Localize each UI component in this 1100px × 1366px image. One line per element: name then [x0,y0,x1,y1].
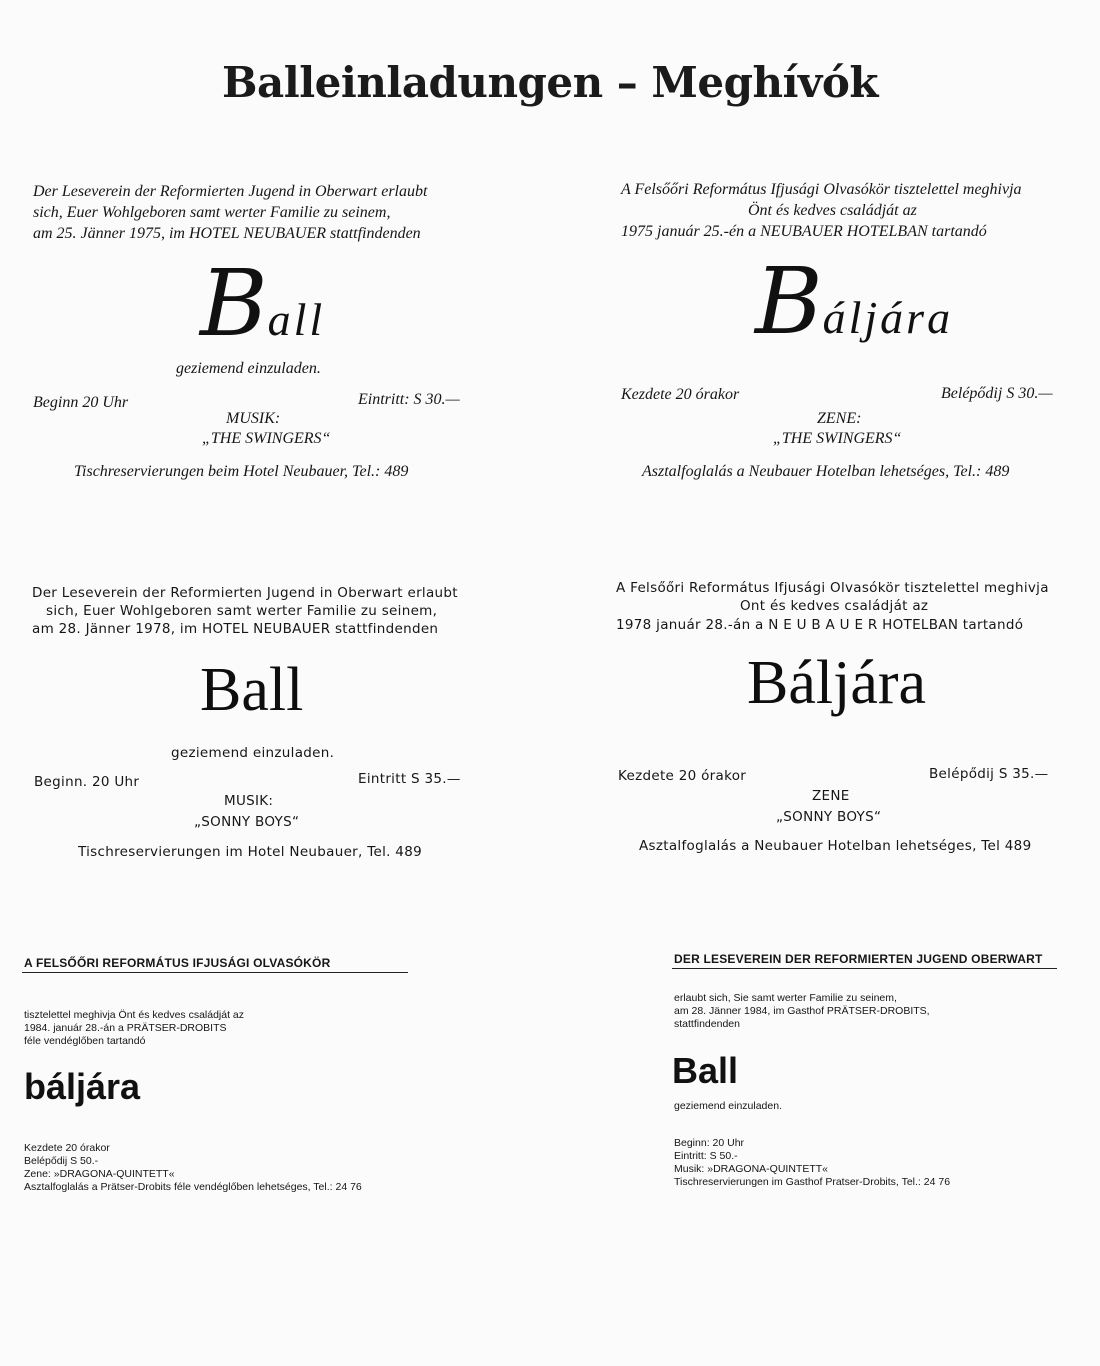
intro-line-2: Önt és kedves családját az [748,202,917,219]
intro-line-1: erlaubt sich, Sie samt werter Familie zu seinem, [674,992,897,1004]
intro-line-1: tisztelettel meghivja Önt és kedves családját az [24,1009,245,1021]
start-time: Kezdete 20 órakor [618,768,747,784]
intro-line-1: A Felsőőri Református Ifjusági Olvasókör tisztelettel meghivja [621,181,1022,198]
entry-fee: Eintritt S 35.— [358,771,461,787]
reservation-note: Asztalfoglalás a Neubauer Hotelban lehetséges, Tel 489 [639,838,1032,854]
ball-title: Ball [672,1050,739,1091]
intro-line-3: am 28. Jänner 1978, im HOTEL NEUBAUER stattfindenden [32,621,439,637]
baljara-title: báljára [24,1066,141,1107]
heading-underline [672,968,1057,969]
detail-reservation: Asztalfoglalás a Prätser-Drobits féle vendéglőben lehetséges, Tel.: 24 76 [24,1181,362,1193]
script-initial: B [200,250,268,357]
invitation-1978-hungarian [615,580,1085,870]
entry-fee: Belépődij S 30.— [941,385,1053,402]
reservation-note: Asztalfoglalás a Neubauer Hotelban lehetséges, Tel.: 489 [642,463,1010,480]
intro-line-3: 1975 január 25.-én a NEUBAUER HOTELBAN tartandó [621,223,987,240]
detail-entry: Eintritt: S 50.- [674,1150,738,1162]
intro-line-3: 1978 január 28.-án a N E U B A U E R HOTELBAN tartandó [616,617,1024,633]
detail-music: Zene: »DRAGONA-QUINTETT« [24,1168,175,1180]
ball-script-title [200,250,326,357]
intro-line-1: Der Leseverein der Reformierten Jugend in Oberwart erlaubt [32,585,458,601]
invite-phrase: geziemend einzuladen. [176,360,321,377]
club-heading: DER LESEVEREIN DER REFORMIERTEN JUGEND OBERWART [674,952,1043,966]
page-title: Balleinladungen – Meghívók [222,58,878,107]
intro-line-2: 1984. január 28.-án a PRÄTSER-DROBITS [24,1022,227,1034]
script-word-rest: áljára [822,292,954,343]
intro-line-2: am 28. Jänner 1984, im Gasthof PRÄTSER-DROBITS, [674,1005,930,1017]
music-label: ZENE [812,788,850,804]
band-name: „SONNY BOYS“ [776,809,882,825]
invitation-1978-german [30,585,500,875]
reservation-note: Tischreservierungen im Hotel Neubauer, Tel. 489 [78,844,422,860]
invitation-1975-german [30,180,490,500]
intro-line-3: am 25. Jänner 1975, im HOTEL NEUBAUER stattfindenden [33,225,421,242]
heading-underline [22,972,408,973]
start-time: Beginn 20 Uhr [33,394,129,411]
invite-phrase: geziemend einzuladen. [674,1100,782,1112]
music-label: MUSIK: [226,410,281,427]
entry-fee: Belépődij S 35.— [929,766,1049,782]
baljara-title: Báljára [747,649,927,717]
band-name: „SONNY BOYS“ [194,814,300,830]
script-initial: B [755,248,823,355]
start-time: Beginn. 20 Uhr [34,774,140,790]
intro-line-2: sich, Euer Wohlgeboren samt werter Familie zu seinem, [46,603,438,619]
detail-start: Beginn: 20 Uhr [674,1137,745,1149]
intro-line-2: Ont és kedves családját az [740,598,929,614]
band-name: „THE SWINGERS“ [202,430,331,447]
intro-line-1: A Felsőőri Református Ifjusági Olvasókör tisztelettel meghivja [616,580,1049,596]
invitation-1984-german [672,948,1072,1198]
script-word-rest: all [267,294,326,345]
intro-line-1: Der Leseverein der Reformierten Jugend in Oberwart erlaubt [33,183,428,200]
detail-reservation: Tischreservierungen im Gasthof Pratser-Drobits, Tel.: 24 76 [674,1176,951,1188]
baljara-script-title [755,248,954,355]
detail-music: Musik: »DRAGONA-QUINTETT« [674,1163,829,1175]
invite-phrase: geziemend einzuladen. [171,745,335,761]
club-heading: A FELSŐŐRI REFORMÁTUS IFJUSÁGI OLVASÓKÖR [24,956,331,970]
intro-line-3: stattfindenden [674,1018,740,1030]
invitation-1984-hungarian [22,952,422,1202]
band-name: „THE SWINGERS“ [773,430,902,447]
reservation-note: Tischreservierungen beim Hotel Neubauer, Tel.: 489 [74,463,409,480]
music-label: ZENE: [817,410,862,427]
intro-line-2: sich, Euer Wohlgeboren samt werter Familie zu seinem, [33,204,391,221]
music-label: MUSIK: [224,793,274,809]
invitation-1975-hungarian [615,178,1075,498]
intro-line-3: féle vendéglőben tartandó [24,1035,146,1047]
ball-title: Ball [200,656,304,724]
start-time: Kezdete 20 órakor [621,386,740,403]
detail-start: Kezdete 20 órakor [24,1142,110,1154]
detail-entry: Belépődij S 50.- [24,1155,99,1167]
entry-fee: Eintritt: S 30.— [358,391,460,408]
